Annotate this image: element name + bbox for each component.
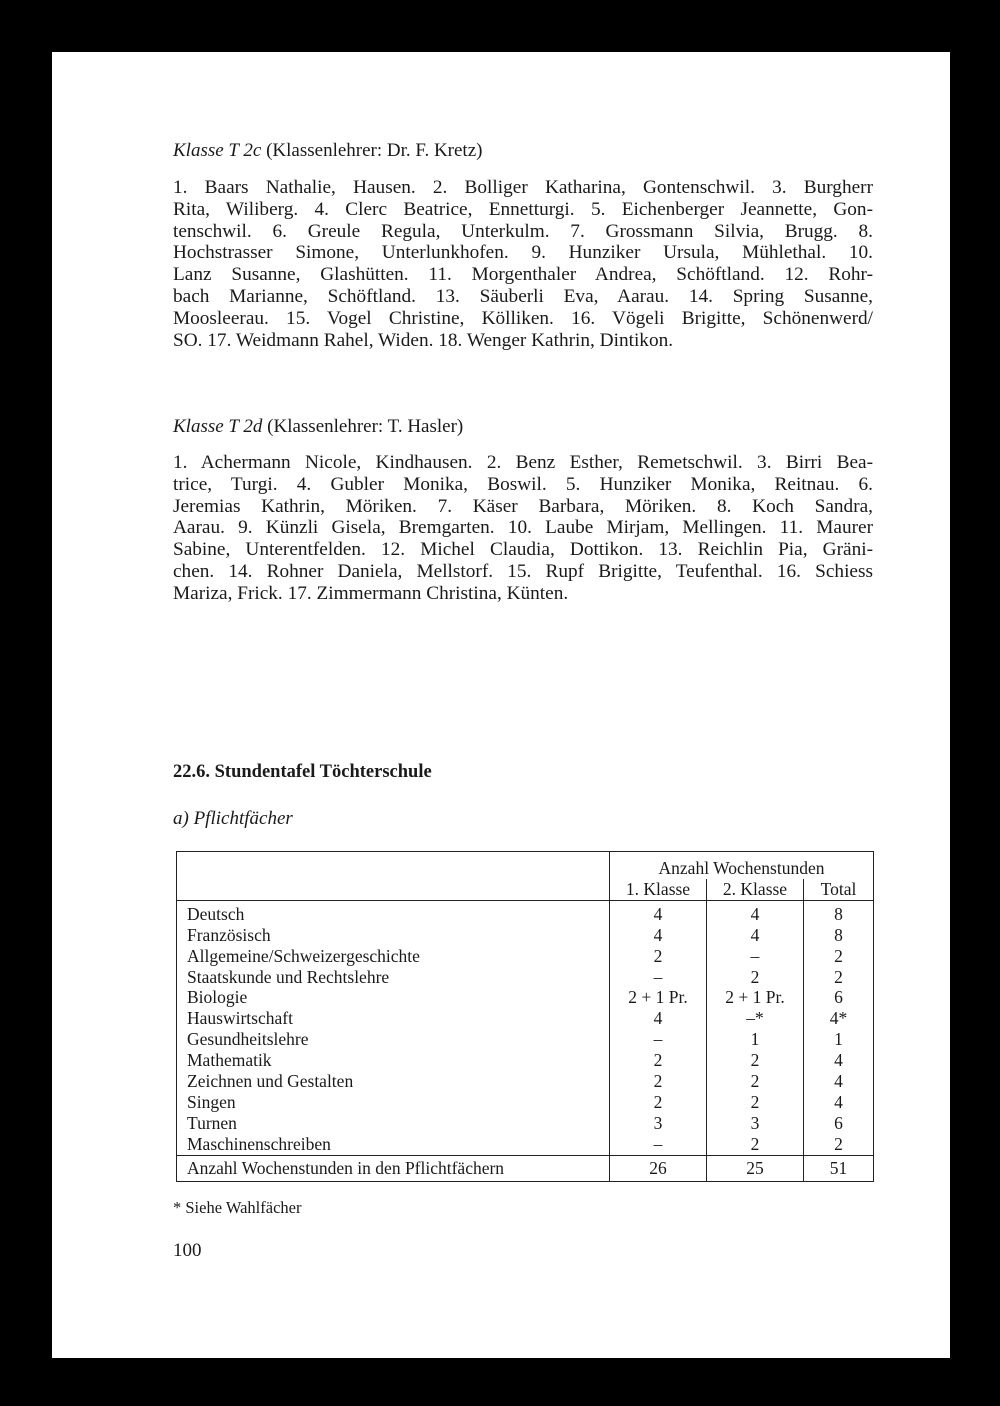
text-line: tenschwil. 6. Greule Regula, Unterkulm. 7. Grossmann Silvia, Brugg. 8. bbox=[173, 220, 873, 242]
subject-cell: Gesundheitslehre bbox=[187, 1029, 309, 1050]
hours-cell: – bbox=[610, 967, 707, 988]
subject-cell: Deutsch bbox=[187, 903, 245, 924]
total-value: 25 bbox=[707, 1155, 804, 1181]
hours-cell: 4 bbox=[804, 1050, 874, 1071]
text-line: Jeremias Kathrin, Möriken. 7. Käser Barbara, Möriken. 8. Koch Sandra, bbox=[173, 495, 873, 517]
table-row bbox=[177, 1092, 874, 1113]
class-label: Klasse T 2c bbox=[173, 140, 262, 161]
hours-cell: 2 bbox=[804, 967, 874, 988]
group-header: Anzahl Wochenstunden bbox=[610, 852, 874, 879]
text-line: Sabine, Unterentfelden. 12. Michel Claudia, Dottikon. 13. Reichlin Pia, Gräni- bbox=[173, 539, 873, 561]
hours-cell: 2 bbox=[707, 1092, 804, 1113]
hours-cell: 4* bbox=[804, 1008, 874, 1029]
hours-cell: 6 bbox=[804, 987, 874, 1008]
text-line: chen. 14. Rohner Daniela, Mellstorf. 15. Rupf Brigitte, Teufenthal. 16. Schiess bbox=[173, 560, 873, 582]
table-row bbox=[177, 1029, 874, 1050]
total-row bbox=[177, 1155, 874, 1181]
class-t2d-title bbox=[173, 416, 463, 438]
table-row bbox=[177, 925, 874, 946]
hours-cell: 4 bbox=[610, 900, 707, 924]
subject-cell: Biologie bbox=[187, 987, 248, 1008]
text-line: trice, Turgi. 4. Gubler Monika, Boswil. 5. Hunziker Monika, Reitnau. 6. bbox=[173, 473, 873, 495]
text-line: bach Marianne, Schöftland. 13. Säuberli Eva, Aarau. 14. Spring Susanne, bbox=[173, 285, 873, 307]
hours-cell: 4 bbox=[707, 900, 804, 924]
subject-cell: Turnen bbox=[187, 1112, 237, 1133]
hours-cell: 2 bbox=[610, 946, 707, 967]
hours-cell: 2 bbox=[804, 1134, 874, 1155]
subject-cell: Staatskunde und Rechtslehre bbox=[187, 966, 390, 987]
hours-cell: – bbox=[707, 946, 804, 967]
subject-cell: Hauswirtschaft bbox=[187, 1008, 293, 1029]
table-row bbox=[177, 987, 874, 1008]
hours-cell: 6 bbox=[804, 1113, 874, 1134]
text-line: Hochstrasser Simone, Unterlunkhofen. 9. Hunziker Ursula, Mühlethal. 10. bbox=[173, 242, 873, 264]
total-value: 51 bbox=[804, 1155, 874, 1181]
text-line: Aarau. 9. Künzli Gisela, Bremgarten. 10. Laube Mirjam, Mellingen. 11. Maurer bbox=[173, 517, 873, 539]
table-row bbox=[177, 946, 874, 967]
table-row bbox=[177, 1071, 874, 1092]
subject-cell: Französisch bbox=[187, 924, 271, 945]
text-line: SO. 17. Weidmann Rahel, Widen. 18. Wenger Kathrin, Dintikon. bbox=[173, 329, 674, 351]
class-t2d-student-list bbox=[173, 452, 873, 605]
empty-header-cell bbox=[177, 852, 610, 901]
hours-cell: 8 bbox=[804, 925, 874, 946]
table-row bbox=[177, 1008, 874, 1029]
page-number: 100 bbox=[173, 1240, 202, 1261]
hours-cell: – bbox=[610, 1134, 707, 1155]
column-header: 1. Klasse bbox=[610, 879, 707, 900]
class-t2c-title bbox=[173, 140, 482, 162]
section-heading: 22.6. Stundentafel Töchterschule bbox=[173, 762, 432, 782]
table-row bbox=[177, 1134, 874, 1155]
class-t2c-student-list bbox=[173, 177, 873, 351]
hours-cell: 1 bbox=[804, 1029, 874, 1050]
hours-cell: 2 bbox=[707, 967, 804, 988]
subject-cell: Allgemeine/Schweizergeschichte bbox=[187, 945, 420, 966]
table-row bbox=[177, 1050, 874, 1071]
text-line: Mariza, Frick. 17. Zimmermann Christina, Künten. bbox=[173, 582, 569, 604]
table-row bbox=[177, 1113, 874, 1134]
subheading: a) Pflichtfächer bbox=[173, 808, 293, 829]
hours-cell: – bbox=[610, 1029, 707, 1050]
text-line: 1. Achermann Nicole, Kindhausen. 2. Benz Esther, Remetschwil. 3. Birri Bea- bbox=[173, 452, 873, 473]
hours-cell: 4 bbox=[610, 925, 707, 946]
text-line: Lanz Susanne, Glashütten. 11. Morgenthaler Andrea, Schöftland. 12. Rohr- bbox=[173, 264, 873, 286]
subject-cell: Zeichnen und Gestalten bbox=[187, 1071, 354, 1092]
hours-cell: 2 bbox=[707, 1050, 804, 1071]
hours-cell: 2 + 1 Pr. bbox=[610, 987, 707, 1008]
footnote: * Siehe Wahlfächer bbox=[173, 1198, 302, 1217]
hours-cell: 2 bbox=[707, 1071, 804, 1092]
hours-cell: 4 bbox=[707, 925, 804, 946]
text-line: Moosleerau. 15. Vogel Christine, Kölliken. 16. Vögeli Brigitte, Schönenwerd/ bbox=[173, 307, 873, 329]
hours-cell: 4 bbox=[804, 1071, 874, 1092]
column-header: 2. Klasse bbox=[707, 879, 804, 900]
hours-cell: 3 bbox=[610, 1113, 707, 1134]
column-header: Total bbox=[804, 879, 874, 900]
hours-cell: 2 bbox=[610, 1092, 707, 1113]
table-row bbox=[177, 900, 874, 924]
text-line: Rita, Wiliberg. 4. Clerc Beatrice, Ennetturgi. 5. Eichenberger Jeannette, Gon- bbox=[173, 198, 873, 220]
hours-cell: 2 bbox=[804, 946, 874, 967]
text-line: 1. Baars Nathalie, Hausen. 2. Bolliger Katharina, Gontenschwil. 3. Burgherr bbox=[173, 177, 873, 198]
hours-cell: 4 bbox=[610, 1008, 707, 1029]
hours-cell: –* bbox=[707, 1008, 804, 1029]
subject-cell: Mathematik bbox=[187, 1050, 272, 1071]
table-row bbox=[177, 967, 874, 988]
subject-cell: Singen bbox=[187, 1091, 236, 1112]
hours-cell: 3 bbox=[707, 1113, 804, 1134]
hours-cell: 2 bbox=[610, 1050, 707, 1071]
total-label: Anzahl Wochenstunden in den Pflichtfächern bbox=[177, 1155, 610, 1181]
teacher-label: (Klassenlehrer: Dr. F. Kretz) bbox=[266, 140, 483, 161]
document-page bbox=[52, 52, 950, 1358]
teacher-label: (Klassenlehrer: T. Hasler) bbox=[267, 416, 464, 437]
hours-cell: 4 bbox=[804, 1092, 874, 1113]
hours-cell: 2 + 1 Pr. bbox=[707, 987, 804, 1008]
total-value: 26 bbox=[610, 1155, 707, 1181]
hours-cell: 8 bbox=[804, 900, 874, 924]
hours-cell: 2 bbox=[707, 1134, 804, 1155]
hours-cell: 2 bbox=[610, 1071, 707, 1092]
hours-cell: 1 bbox=[707, 1029, 804, 1050]
subject-cell: Maschinenschreiben bbox=[187, 1133, 331, 1154]
schedule-table bbox=[176, 851, 874, 1182]
class-label: Klasse T 2d bbox=[173, 416, 263, 437]
